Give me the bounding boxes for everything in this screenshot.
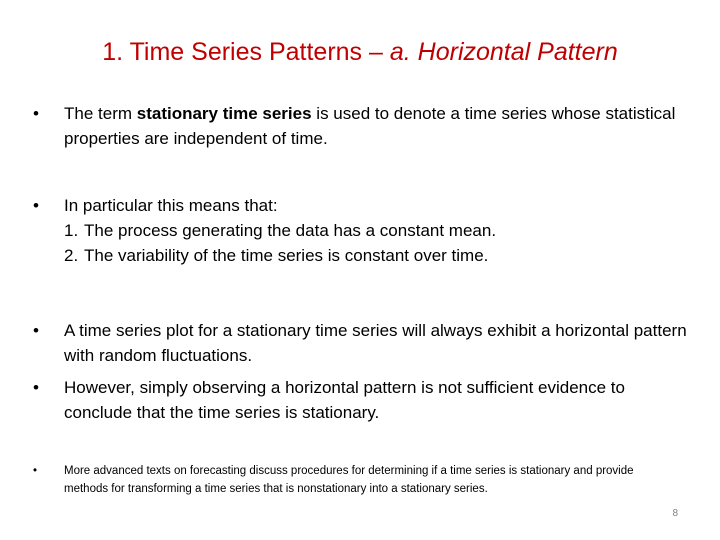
slide-title xyxy=(0,36,720,68)
bullet-text-bold: stationary time series xyxy=(136,104,312,123)
bullet-text: In particular this means that: xyxy=(64,196,278,215)
title-prefix: 1. Time Series Patterns – xyxy=(102,38,390,66)
sub-item-constant-variability xyxy=(64,243,693,268)
sub-item-number: 2. xyxy=(64,246,79,265)
sub-item-text: The variability of the time series is constant over time. xyxy=(84,246,489,265)
bullet-text xyxy=(64,101,693,151)
bullet-in-particular xyxy=(33,193,693,268)
bullet-not-sufficient xyxy=(33,375,693,425)
bullet-horizontal-pattern xyxy=(33,318,693,368)
bullet-marker: • xyxy=(33,378,39,397)
bullet-advanced-texts xyxy=(33,462,693,498)
bullet-marker: • xyxy=(33,465,38,477)
title-italic: a. Horizontal Pattern xyxy=(389,38,618,66)
bullet-text-post: is used to denote a time series whose statistical properties are independent of time. xyxy=(64,104,676,148)
bullet-marker: • xyxy=(33,321,39,340)
page-number: 8 xyxy=(672,508,678,519)
bullet-marker: • xyxy=(33,196,39,215)
bullet-text: However, simply observing a horizontal pattern is not sufficient evidence to conclude that the time series is stationary. xyxy=(64,378,625,422)
sub-item-constant-mean xyxy=(64,218,693,243)
bullet-text-pre: The term xyxy=(64,104,137,123)
sub-item-number: 1. xyxy=(64,221,79,240)
sub-item-text: The process generating the data has a constant mean. xyxy=(84,221,497,240)
bullet-marker: • xyxy=(33,104,39,123)
bullet-stationary-definition xyxy=(33,101,693,151)
bullet-text: A time series plot for a stationary time series will always exhibit a horizontal pattern with random fluctuations. xyxy=(64,321,687,365)
bullet-text: More advanced texts on forecasting discuss procedures for determining if a time series is stationary and provide methods for transforming a time series that is nonstationary into a stationary series. xyxy=(64,465,634,495)
